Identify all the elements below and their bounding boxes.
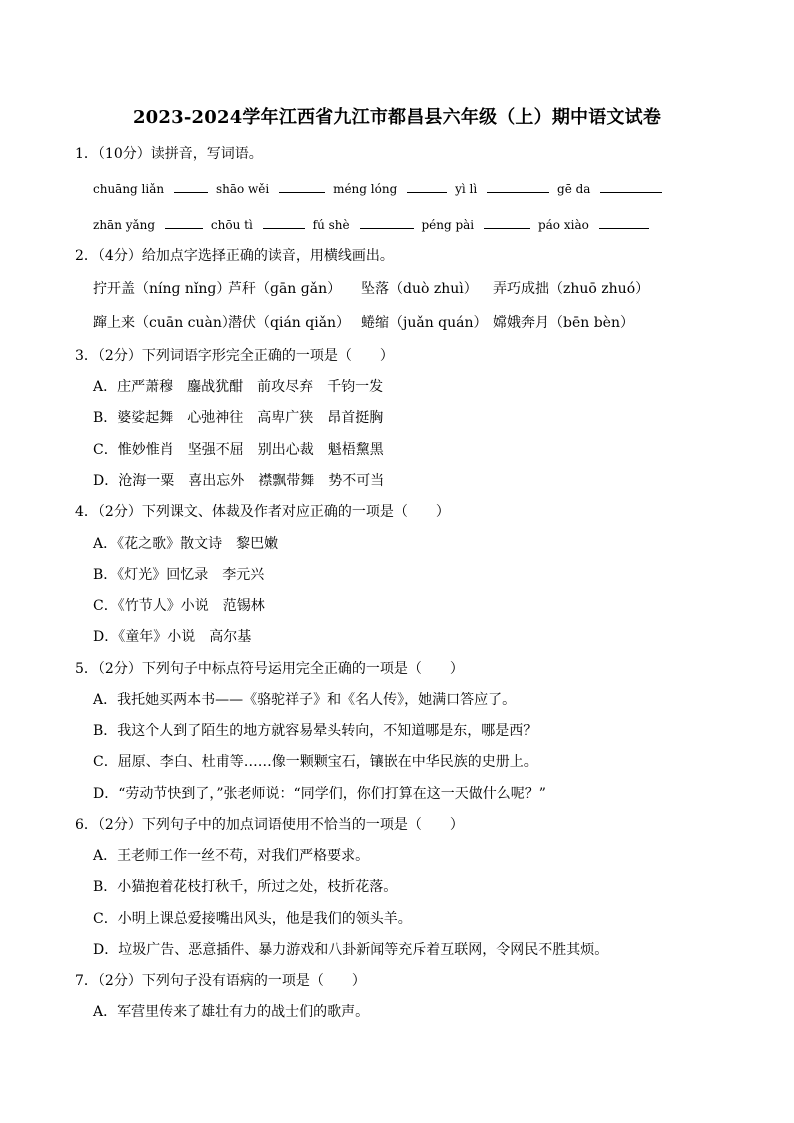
question-2-stem: 2．（4分）给加点字选择正确的读音，用横线画出。 (75, 248, 394, 264)
page-title: 2023-2024学年江西省九江市都昌县六年级（上）期中语文试卷 (132, 107, 662, 128)
answer-blank[interactable] (165, 214, 203, 229)
question-5-stem: 5．（2分）下列句子中标点符号运用完全正确的一项是（ ） (75, 661, 464, 677)
option-c: C．屈原、李白、杜甫等……像一颗颗宝石，镶嵌在中华民族的史册上。 (93, 754, 538, 770)
pinyin: fú shè (312, 218, 350, 232)
option-a: A．《花之歌》散文诗 黎巴嫩 (93, 536, 279, 552)
option-d: D．“劳动节快到了，”张老师说：“同学们，你们打算在这一天做什么呢？” (93, 786, 546, 802)
option-d: D．垃圾广告、恶意插件、暴力游戏和八卦新闻等充斥着互联网，令网民不胜其烦。 (93, 942, 609, 958)
option-a: A．王老师工作一丝不苟，对我们严格要求。 (93, 848, 370, 864)
option-c: C．惟妙惟肖 坚强不屈 别出心裁 魁梧黧黑 (93, 442, 384, 458)
answer-blank[interactable] (279, 178, 325, 193)
option-b: B．婆娑起舞 心弛神往 高卑广狭 昂首挺胸 (93, 410, 384, 426)
pinyin: zhān yǎng (93, 218, 156, 232)
answer-blank[interactable] (599, 214, 649, 229)
pinyin: yì lì (455, 182, 478, 196)
option-a: A．军营里传来了雄壮有力的战士们的歌声。 (93, 1004, 370, 1020)
pinyin: méng lóng (333, 182, 398, 196)
q2-item: 坠落（duò zhuì） (361, 281, 478, 297)
question-1-stem: 1．（10分）读拼音，写词语。 (75, 146, 263, 162)
answer-blank[interactable] (360, 214, 414, 229)
pinyin: chōu tì (210, 218, 253, 232)
answer-blank[interactable] (484, 214, 530, 229)
q2-item: 芦秆（ɡān ɡǎn） (228, 281, 342, 297)
answer-blank[interactable] (174, 178, 208, 193)
answer-blank[interactable] (487, 178, 549, 193)
option-a: A．庄严萧穆 鏖战犹酣 前攻尽弃 千钧一发 (93, 379, 384, 395)
option-b: B．《灯光》回忆录 李元兴 (93, 567, 265, 583)
option-d: D．沧海一粟 喜出忘外 襟飘带舞 势不可当 (93, 473, 385, 489)
option-b: B．我这个人到了陌生的地方就容易晕头转向，不知道哪是东，哪是西？ (93, 723, 538, 739)
option-b: B．小猫抱着花枝打秋千，所过之处，枝折花落。 (93, 879, 398, 895)
pinyin: gē da (557, 182, 591, 196)
option-d: D．《童年》小说 高尔基 (93, 629, 252, 645)
q2-item: 蹿上来（cuān cuàn） (93, 315, 236, 331)
q2-item: 蜷缩（juǎn quán） (361, 315, 488, 331)
q2-item: 弄巧成拙（zhuō zhuó） (493, 281, 650, 297)
q2-item: 潜伏（qián qiǎn） (228, 315, 351, 331)
answer-blank[interactable] (407, 178, 447, 193)
pinyin: chuāng liǎn (93, 182, 165, 196)
question-1-row-1 (93, 178, 666, 198)
answer-blank[interactable] (600, 178, 662, 193)
pinyin: páo xiào (537, 218, 589, 232)
answer-blank[interactable] (263, 214, 305, 229)
question-4-stem: 4．（2分）下列课文、体裁及作者对应正确的一项是（ ） (75, 504, 450, 520)
option-c: C．小明上课总爱接嘴出风头，他是我们的领头羊。 (93, 911, 412, 927)
question-1-row-2 (93, 214, 653, 234)
question-6-stem: 6．（2分）下列句子中的加点词语使用不恰当的一项是（ ） (75, 817, 464, 833)
option-a: A．我托她买两本书——《骆驼祥子》和《名人传》，她满口答应了。 (93, 692, 517, 708)
question-7-stem: 7．（2分）下列句子没有语病的一项是（ ） (75, 973, 366, 989)
pinyin: shāo wěi (215, 182, 270, 196)
pinyin: péng pài (421, 218, 475, 232)
question-3-stem: 3．（2分）下列词语字形完全正确的一项是（ ） (75, 348, 394, 364)
q2-item: 嫦娥奔月（bēn bèn） (493, 315, 634, 331)
q2-item: 拧开盖（nínɡ nǐnɡ） (93, 281, 231, 297)
option-c: C．《竹节人》小说 范锡林 (93, 598, 265, 614)
